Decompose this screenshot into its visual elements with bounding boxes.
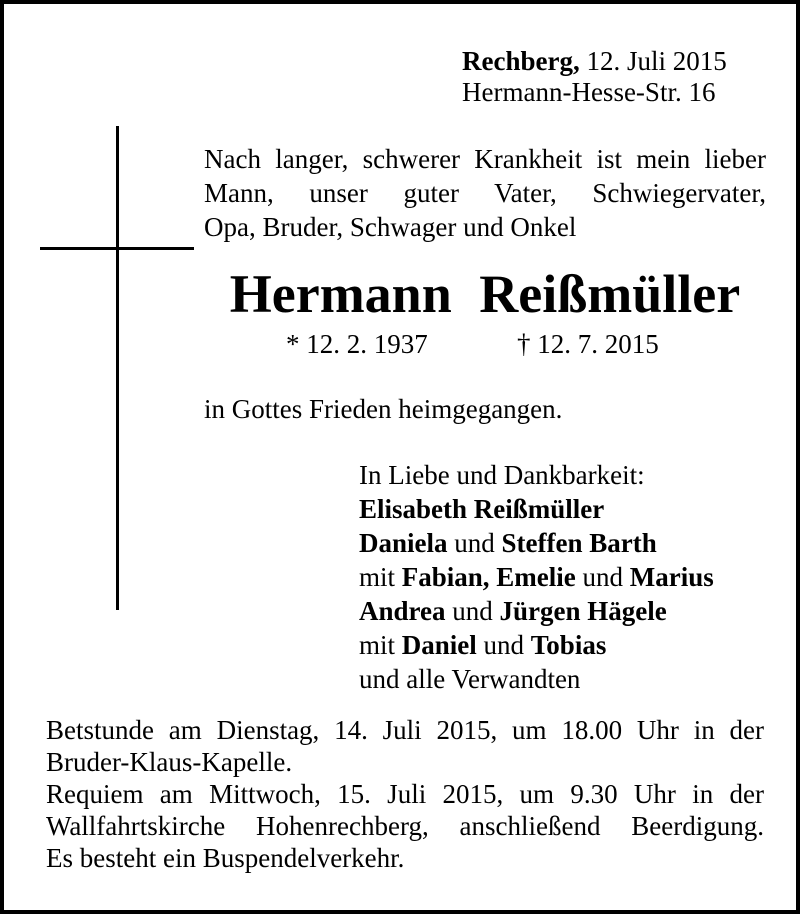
death-date: † 12. 7. 2015 xyxy=(517,329,659,359)
mourner-line: Elisabeth Reißmüller xyxy=(359,494,605,524)
connector: mit xyxy=(359,562,402,592)
service-line: Wallfahrtskirche Hohenrechberg, anschließend Beerdigung. xyxy=(46,811,764,841)
deceased-name: Hermann Reißmüller xyxy=(229,264,741,324)
intro-line: Mann, unser guter Vater, Schwiegervater, xyxy=(204,178,766,208)
service-line: Requiem am Mittwoch, 15. Juli 2015, um 9.30 Uhr in der xyxy=(46,779,764,809)
connector: mit xyxy=(359,630,402,660)
mourner-name: Daniel xyxy=(401,630,477,660)
cross-horizontal-bar xyxy=(40,247,194,250)
place-date xyxy=(462,46,727,76)
mourner-name: Jürgen Hägele xyxy=(499,596,667,626)
intro-line: Opa, Bruder, Schwager und Onkel xyxy=(204,212,577,242)
mourners-heading: In Liebe und Dankbarkeit: xyxy=(359,460,645,490)
birth-date: * 12. 2. 1937 xyxy=(286,329,428,359)
mourner-line: und alle Verwandten xyxy=(359,664,581,694)
mourner-name: Daniela xyxy=(359,528,448,558)
date: 12. Juli 2015 xyxy=(579,46,727,76)
place: Rechberg, xyxy=(462,46,580,76)
intro-line: Nach langer, schwerer Krankheit ist mein lieber xyxy=(204,144,766,174)
mourner-name: Tobias xyxy=(530,630,607,660)
mourner-name: Fabian, Emelie xyxy=(401,562,576,592)
connector: und xyxy=(476,630,531,660)
service-line: Es besteht ein Buspendelverkehr. xyxy=(46,843,405,873)
service-line: Bruder-Klaus-Kapelle. xyxy=(46,747,293,777)
mourner-name: Andrea xyxy=(359,596,446,626)
mourner-line xyxy=(359,594,714,628)
service-line: Betstunde am Dienstag, 14. Juli 2015, um 18.00 Uhr in der xyxy=(46,715,764,745)
mourners-list xyxy=(359,458,714,696)
cross-vertical-bar xyxy=(116,126,119,610)
connector: und xyxy=(447,528,502,558)
service-details xyxy=(46,714,764,874)
passed-away-text: in Gottes Frieden heimgegangen. xyxy=(204,394,563,424)
mourner-name: Steffen Barth xyxy=(501,528,657,558)
mourner-line xyxy=(359,560,714,594)
address: Hermann-Hesse-Str. 16 xyxy=(462,77,716,107)
mourner-name: Marius xyxy=(629,562,714,592)
mourner-line xyxy=(359,628,714,662)
connector: und xyxy=(575,562,630,592)
intro-text xyxy=(204,142,766,244)
mourner-line xyxy=(359,526,714,560)
connector: und xyxy=(445,596,500,626)
